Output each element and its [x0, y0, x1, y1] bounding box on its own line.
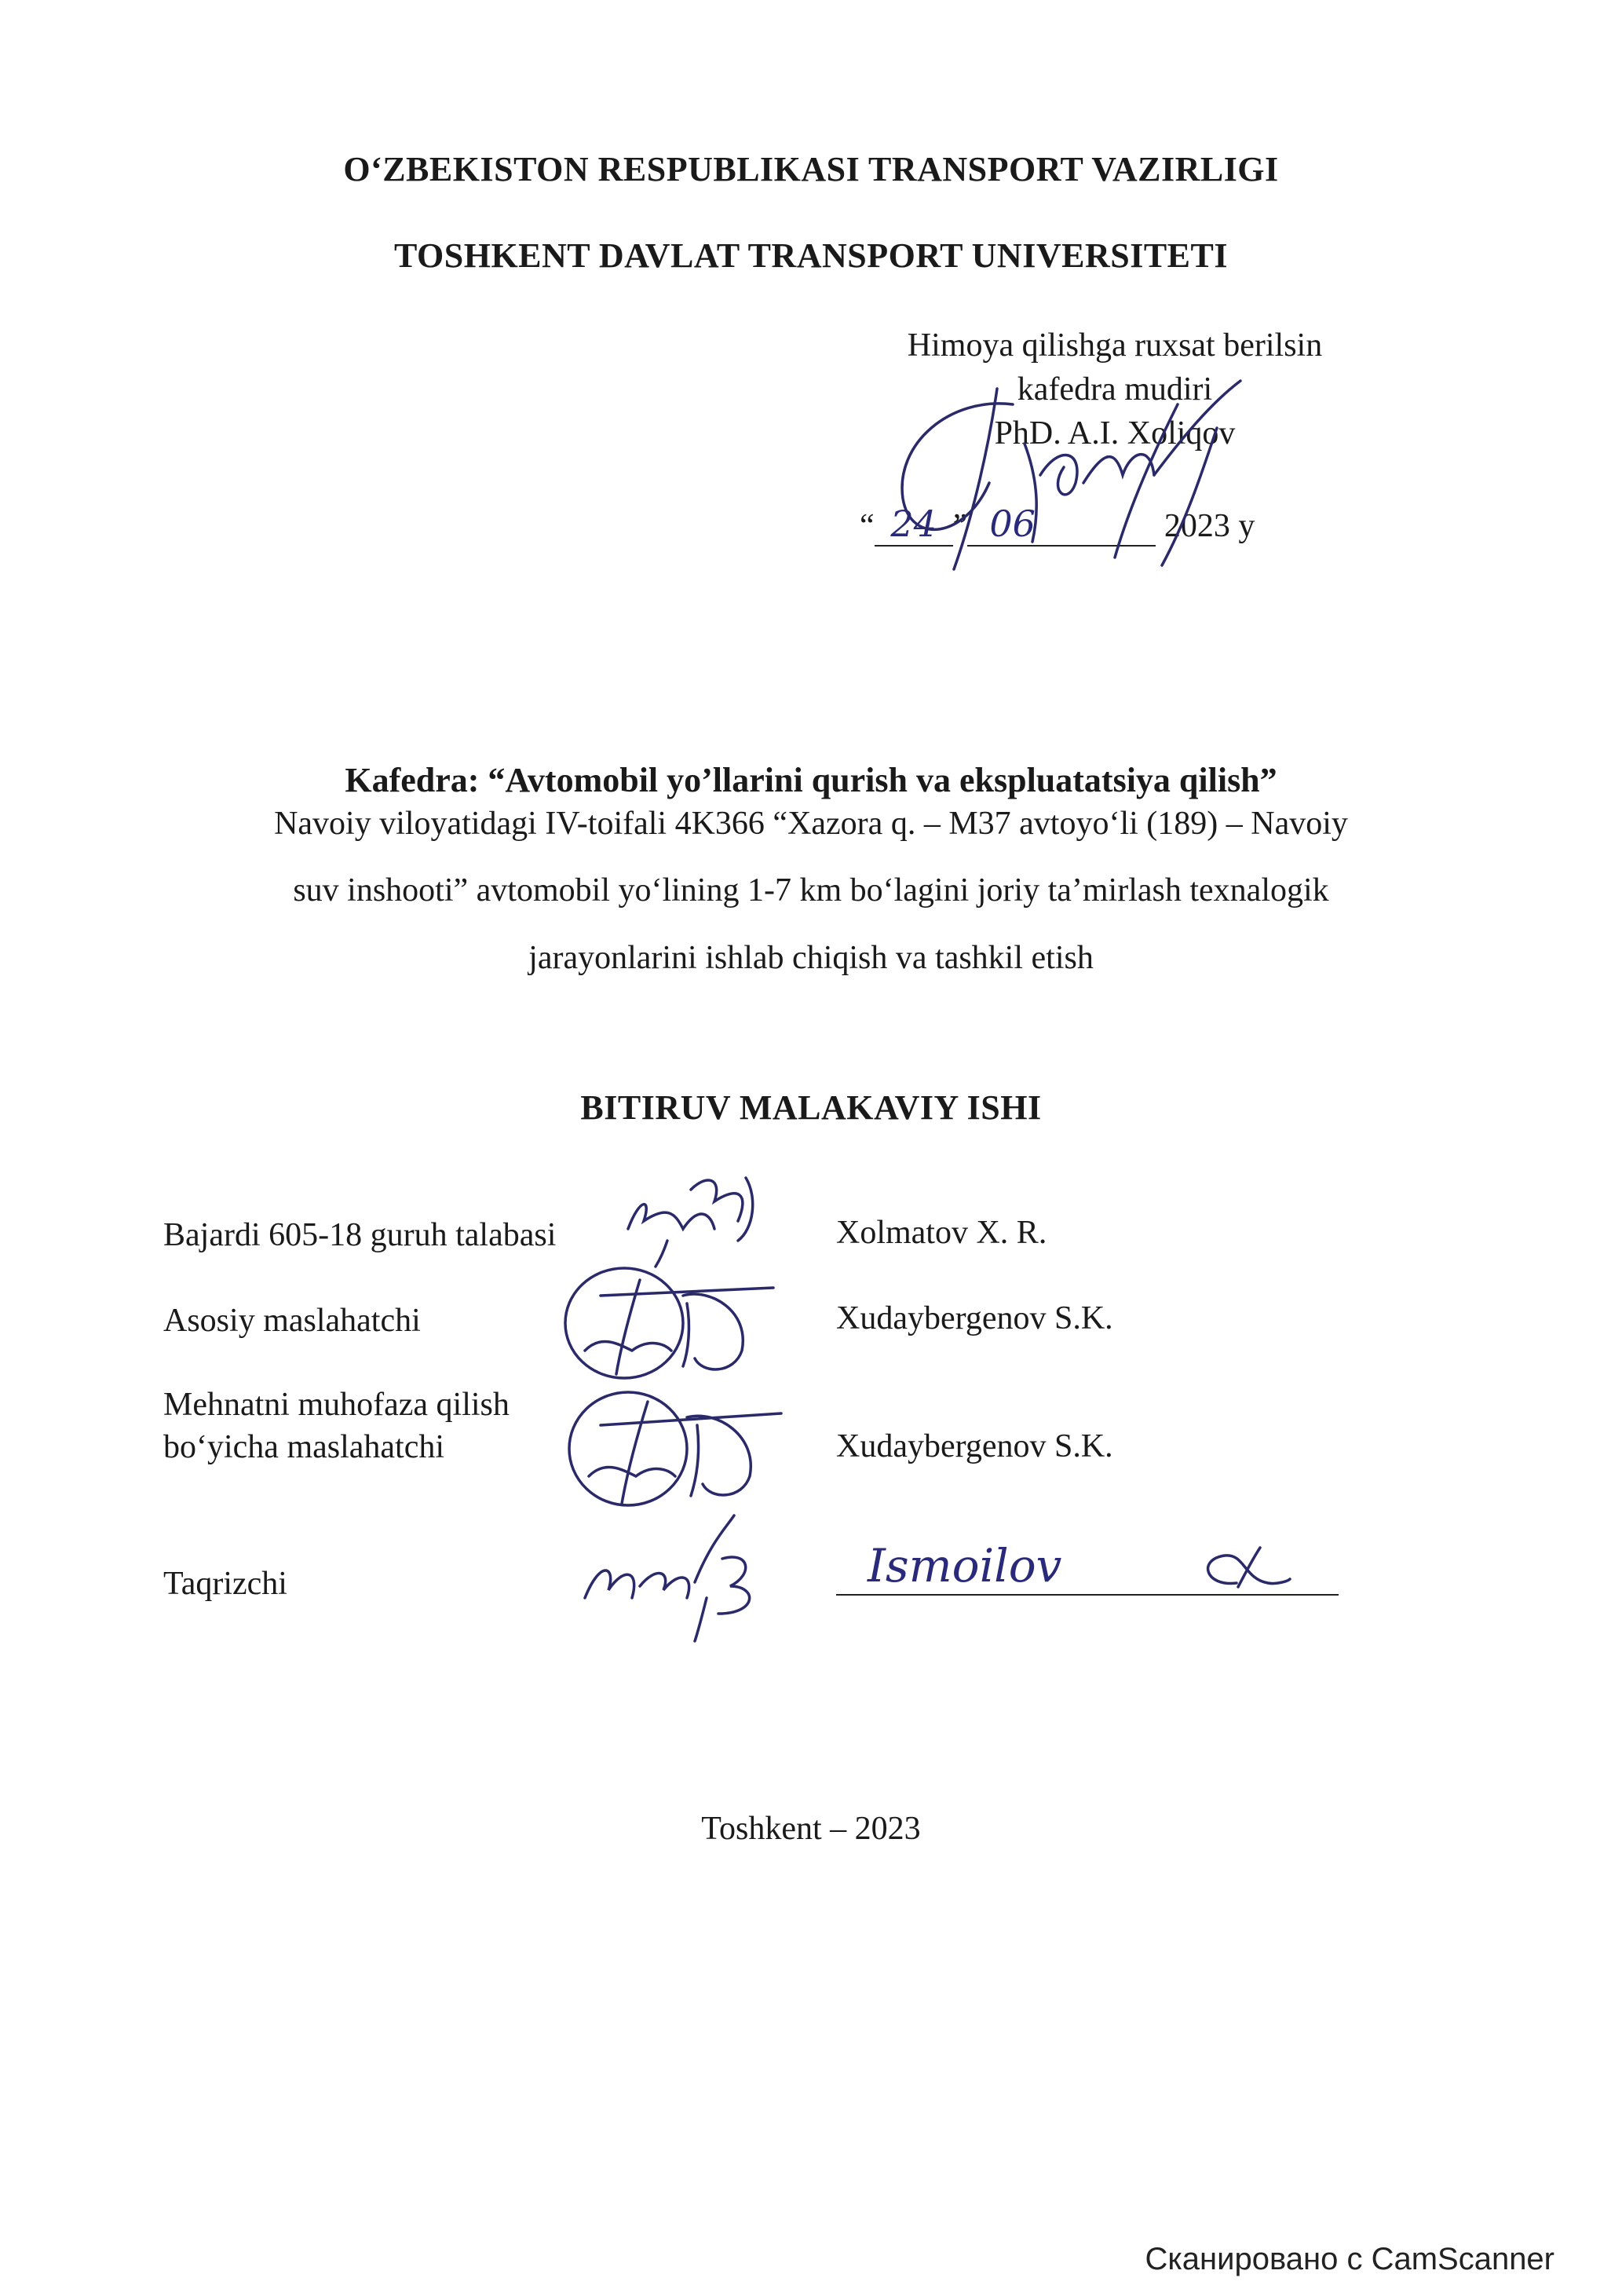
date-open-quote: “	[860, 508, 875, 544]
department-label: Kafedra: “Avtomobil yo’llarini qurish va ekspluatatsiya qilish”	[345, 761, 1277, 799]
safety-advisor-role-line-2: bo‘yicha maslahatchi	[163, 1429, 445, 1465]
safety-advisor-role-line-1: Mehnatni muhofaza qilish	[163, 1387, 510, 1423]
topic-line-2: suv inshooti” avtomobil yo‘lining 1-7 km bo‘lagini joriy ta’mirlash texnalogik	[293, 872, 1329, 909]
reviewer-signature	[577, 1512, 765, 1645]
safety-advisor-name: Xudaybergenov S.K.	[836, 1428, 1113, 1464]
date-year: 2023 y	[1164, 508, 1255, 544]
reviewer-name-handwritten: Ismoilov	[868, 1539, 1062, 1592]
safety-advisor-signature	[557, 1370, 785, 1512]
reviewer-role: Taqrizchi	[163, 1566, 287, 1602]
approval-line-position: kafedra mudiri	[1017, 371, 1213, 408]
reviewer-name-line	[836, 1531, 1339, 1596]
main-advisor-role: Asosiy maslahatchi	[163, 1303, 421, 1339]
main-advisor-signature	[553, 1249, 781, 1382]
work-type-title: BITIRUV MALAKAVIY ISHI	[580, 1088, 1042, 1127]
topic-line-1: Navoiy viloyatidagi IV-toifali 4K366 “Xazora q. – M37 avtoyo‘li (189) – Navoiy	[274, 806, 1348, 842]
student-name: Xolmatov X. R.	[836, 1215, 1047, 1251]
topic-line-3: jarayonlarini ishlab chiqish va tashkil etish	[528, 940, 1094, 976]
date-day: 24	[890, 503, 937, 545]
approval-line-permission: Himoya qilishga ruxsat berilsin	[907, 327, 1323, 364]
ministry-title: O‘ZBEKISTON RESPUBLIKASI TRANSPORT VAZIRLIGI	[343, 150, 1279, 188]
date-close-quote: ”	[952, 508, 968, 544]
student-role: Bajardi 605-18 guruh talabasi	[163, 1217, 557, 1253]
head-of-department-signature	[879, 357, 1256, 585]
university-title: TOSHKENT DAVLAT TRANSPORT UNIVERSITETI	[393, 236, 1228, 275]
place-and-year: Toshkent – 2023	[701, 1811, 921, 1847]
safety-advisor-role	[163, 1384, 510, 1468]
approval-line-head-name: PhD. A.I. Xoliqov	[994, 415, 1236, 452]
camscanner-watermark: Сканировано с CamScanner	[1145, 2242, 1554, 2276]
reviewer-initial-mark	[1189, 1544, 1291, 1591]
main-advisor-name: Xudaybergenov S.K.	[836, 1300, 1113, 1336]
date-month: 06	[989, 503, 1036, 545]
